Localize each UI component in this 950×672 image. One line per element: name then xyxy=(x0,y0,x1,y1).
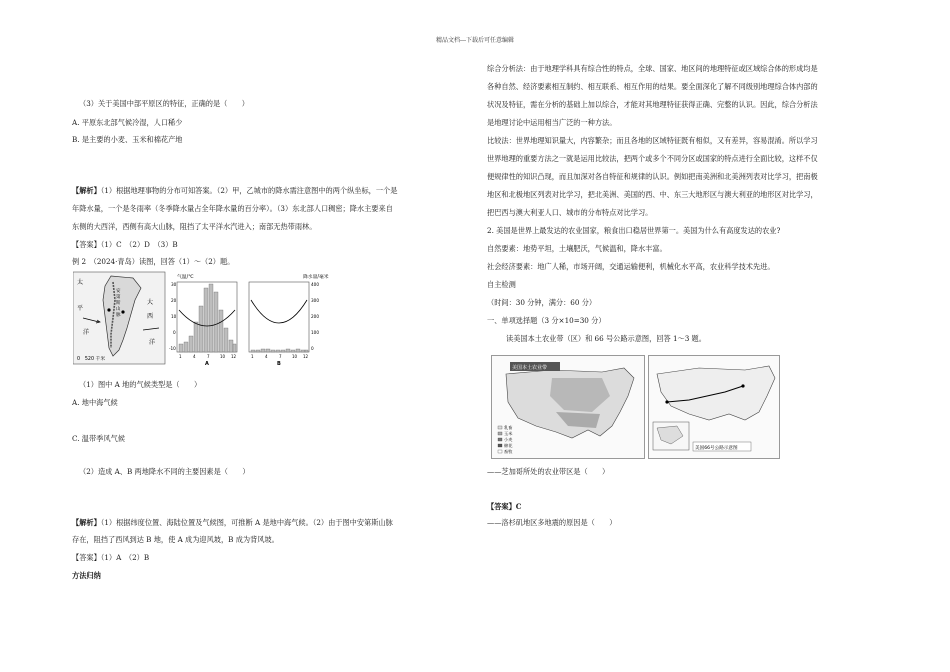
legend-corn: 玉米 xyxy=(504,431,513,436)
question-2: （2）造成 A、B 两地降水不同的主要因素是（ ） xyxy=(79,467,250,476)
legend-cotton: 棉花 xyxy=(504,443,513,448)
para-1-line-1: 综合分析法：由于地理学科具有综合性的特点，全球、国家、地区间的地理特征或区域综合体的形成均是 xyxy=(487,64,818,73)
example-2-intro: 例 2 （2024·青岛）读图，回答（1）～（2）题。 xyxy=(72,257,235,266)
chart-a-ytick-0: 0 xyxy=(173,330,176,335)
chart-b-temp-line xyxy=(251,300,307,323)
map-label-an: 安 xyxy=(116,289,121,294)
map-label-shan: 山 xyxy=(116,307,121,312)
option-3b: B. 是主要的小麦、玉米和棉花产地 xyxy=(72,135,183,144)
para-1-line-3: 状况及特征，需在分析的基础上加以综合，才能对其地理特征获得正确、完整的认识。因此，综合分析法 xyxy=(487,100,818,109)
chart-a-ytick-30: 30 xyxy=(171,282,177,287)
chart-b-ytick-400: 400 xyxy=(311,282,319,287)
answer-c: 【答案】C xyxy=(487,502,522,511)
chart-a-xtick-7: 7 xyxy=(207,354,210,359)
analysis-2-line-1: （1）根据纬度位置、海陆位置及气候图，可推断 A 是地中海气候。（2）由于图中安第斯山脉 xyxy=(100,518,393,527)
question-1: （1）图中 A 地的气候类型是（ ） xyxy=(79,380,202,389)
social-factors: 社会经济要素：地广人稀，市场开阔，交通运输便利，机械化水平高，农业科学技术先进。 xyxy=(487,262,775,271)
legend-wheat: 小麦 xyxy=(504,437,513,442)
chart-a-ytick-20: 20 xyxy=(171,298,177,303)
answer-2: 【答案】（1）A （2）B xyxy=(72,553,150,562)
map-label-di: 第 xyxy=(116,295,121,300)
chart-b-xtick-4: 4 xyxy=(265,354,268,359)
chart-a-ytick-neg10: -10 xyxy=(169,346,176,351)
map1-legend xyxy=(498,424,513,455)
map1-title: 美国本土农业带 xyxy=(512,365,548,371)
analysis-1-line-2: 年降水量，一个是冬雨率（冬季降水量占全年降水量的百分率）。（3）东北部人口稠密；降水主要来自 xyxy=(72,204,393,213)
map2-title: 美国66号公路示意图 xyxy=(695,446,738,451)
natural-factors: 自然要素：地势平坦，土壤肥沃，气候温和，降水丰富。 xyxy=(487,244,667,253)
point-a xyxy=(107,308,110,311)
para-2-line-1: 比较法：世界地理知识量大，内容繁杂；而且各地的区域特征既有相似，又有差异，容易混淆。所以学习 xyxy=(487,136,818,145)
question-3: （3）关于美国中部平原区的特征，正确的是（ ） xyxy=(79,99,249,108)
chart-a-xtick-4: 4 xyxy=(193,354,196,359)
chart-b-xtick-1: 1 xyxy=(251,354,254,359)
chart-b-xtick-10: 10 xyxy=(292,354,298,359)
map-label-mai: 脉 xyxy=(116,313,121,318)
map-label-tai: 太 xyxy=(77,279,84,286)
us-agriculture-map xyxy=(491,355,645,459)
chart-b-ytick-100: 100 xyxy=(311,330,319,335)
los-angeles-point xyxy=(665,400,668,403)
chart-b-bars xyxy=(251,349,308,352)
climate-chart-b xyxy=(249,273,329,366)
us-outline-2 xyxy=(657,366,775,420)
map-scale: 0 520 千米 xyxy=(77,357,106,362)
para-2-line-3: 便规律性的知识凸现，而且加深对各自特征和规律的认识。例如把南美洲和北美洲列表对比学习，把南极 xyxy=(487,172,818,181)
chart-a-ytick-10: 10 xyxy=(171,314,177,319)
option-3a: A. 平原东北部气候冷湿，人口稀少 xyxy=(72,118,183,127)
chart-b-ylabel: 降水量/毫米 xyxy=(303,275,329,280)
map-label-da: 大 xyxy=(147,299,154,306)
map-intro: 读美国本土农业带（区）和 66 号公路示意图，回答 1～3 题。 xyxy=(506,334,706,343)
legend-ranching: 畜牧 xyxy=(504,449,513,454)
analysis-label-1: 【解析】 xyxy=(72,186,101,195)
chart-a-ylabel: 气温/℃ xyxy=(177,275,194,280)
para-2-line-4: 地区和北极地区列表对比学习，把北美洲、美国的西、中、东三大地形区与澳大利亚的地形区对比学习， xyxy=(487,190,818,199)
chart-a-xtick-10: 10 xyxy=(220,354,226,359)
chart-a-xtick-1: 1 xyxy=(179,354,182,359)
chart-b-ytick-0: 0 xyxy=(311,346,314,351)
analysis-1-line-3: 东侧的大西洋，西侧有高大山脉，阻挡了太平洋水汽进入；南部无热带雨林。 xyxy=(72,222,317,231)
map-label-yang-2: 洋 xyxy=(149,339,156,346)
para-2-line-2: 世界地理的重要方法之一就是运用比较法，把两个或多个不同分区或国家的特点进行全面比较，这样不仅 xyxy=(487,154,818,163)
analysis-2-line-2: 存在，阻挡了西风到达 B 地，使 A 成为迎风坡，B 成为背风坡。 xyxy=(72,535,279,544)
chart-b-xtick-7: 7 xyxy=(279,354,282,359)
analysis-label-2: 【解析】 xyxy=(72,518,101,527)
chicago-point xyxy=(741,384,744,387)
map-label-yang: 洋 xyxy=(83,329,90,336)
question-chicago: ——芝加哥所处的农业带区是（ ） xyxy=(487,467,610,476)
chart-a-xtick-12: 12 xyxy=(231,354,237,359)
chart-b-ytick-300: 300 xyxy=(311,298,319,303)
map-label-xi: 西 xyxy=(147,313,154,320)
route-66-map xyxy=(648,355,780,459)
chart-b-xtick-12: 12 xyxy=(303,354,309,359)
option-1c: C. 温带季风气候 xyxy=(72,434,125,443)
map-label-si: 斯 xyxy=(116,301,121,306)
analysis-1-line-1: （1）根据地理事物的分布可知答案。（2）甲，乙城市的降水需注意图中的两个纵坐标，一个是 xyxy=(100,186,398,195)
para-1-line-2: 各种自然、经济要素相互制约、相互联系、相互作用的结果。要全面深化了解不同级别地理综合体内部的 xyxy=(487,82,818,91)
chart-a-name: A xyxy=(205,361,209,366)
answer-1: 【答案】（1）C （2）D （3）B xyxy=(72,240,178,249)
point-b xyxy=(121,310,124,313)
method-heading: 方法归纳 xyxy=(72,571,101,580)
example-2-figure xyxy=(73,270,373,366)
chart-b-name: B xyxy=(277,361,281,366)
time-limit: （时间：30 分钟，满分：60 分） xyxy=(487,298,597,307)
section-1-heading: 一、单项选择题（3 分×10=30 分） xyxy=(487,316,606,325)
map-label-ping: 平 xyxy=(77,305,84,312)
question-los-angeles: ——洛杉矶地区多地震的原因是（ ） xyxy=(487,518,617,527)
para-1-line-4: 是地理讨论中运用相当广泛的一种方法。 xyxy=(487,118,617,127)
self-check-heading: 自主检测 xyxy=(487,280,516,289)
chart-b-ytick-200: 200 xyxy=(311,314,319,319)
south-america-map-and-climate-charts xyxy=(73,270,373,366)
climate-chart-a xyxy=(169,273,237,366)
legend-dairy: 乳畜 xyxy=(504,425,513,430)
page-header: 精品文档---下载后可任意编辑 xyxy=(435,37,515,44)
para-2-line-5: 把巴西与澳大利亚人口、城市的分布特点对比学习。 xyxy=(487,208,653,217)
question-us-agriculture: 2. 美国是世界上最发达的农业国家，粮食出口稳居世界第一。美国为什么有高度发达的农业? xyxy=(487,226,781,235)
option-1a: A. 地中海气候 xyxy=(72,398,118,407)
